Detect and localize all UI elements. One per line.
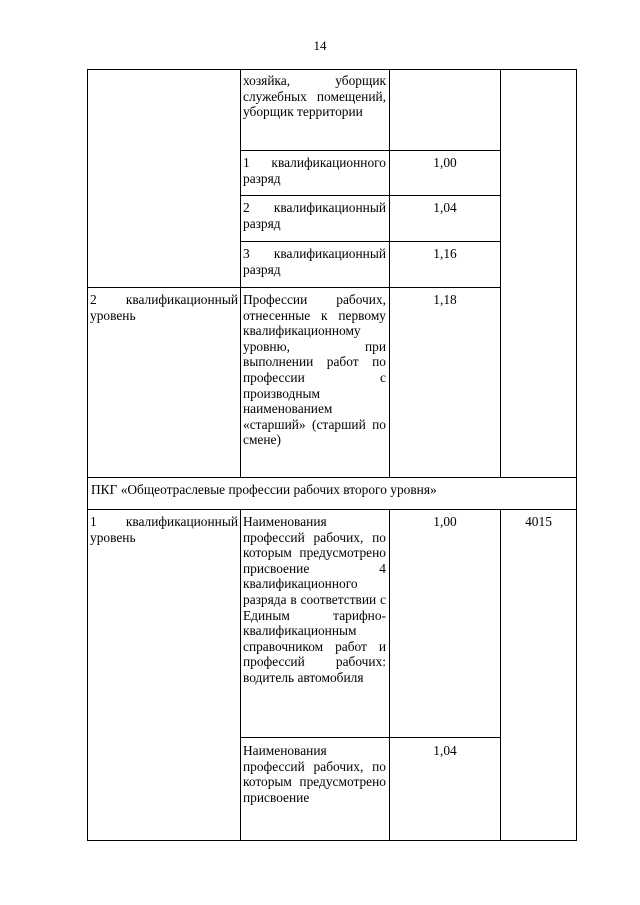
table-border-right: [576, 69, 577, 841]
salary-cell: 4015: [525, 514, 552, 529]
column-divider: [500, 509, 501, 841]
coefficient-cell: 1,04: [433, 200, 457, 215]
row-divider: [240, 737, 500, 738]
row-divider: [87, 509, 577, 510]
row-divider: [87, 477, 577, 478]
column-divider: [389, 69, 390, 477]
row-divider: [240, 241, 500, 242]
profession-cell: 1 квалификационного разряд: [243, 155, 386, 186]
coefficient-cell: 1,00: [433, 155, 457, 170]
row-divider: [240, 195, 500, 196]
group-header-cell: ПКГ «Общеотраслевые профессии рабочих второго уровня»: [91, 482, 437, 497]
table-border-left: [87, 69, 88, 841]
table-border-top: [87, 69, 577, 70]
column-divider: [240, 509, 241, 841]
profession-cell: хозяйка, уборщик служебных помещений, уборщик территории: [243, 73, 386, 120]
profession-cell: 2 квалификационный разряд: [243, 200, 386, 231]
coefficient-cell: 1,18: [433, 292, 457, 307]
profession-cell: Профессии рабочих, отнесенные к первому квалификационному уровню, при выполнении работ по профессии с производным наименованием «старший» (старший по смене): [243, 292, 386, 448]
coefficient-cell: 1,16: [433, 246, 457, 261]
professional-group-table: [87, 69, 577, 841]
row-divider: [87, 287, 500, 288]
profession-cell: Наименования профессий рабочих, по которым предусмотрено присвоение: [243, 743, 386, 805]
level-cell: 2 квалификационный уровень: [90, 292, 238, 323]
table-border-bottom: [87, 840, 577, 841]
level-cell: 1 квалификационный уровень: [90, 514, 238, 545]
coefficient-cell: 1,04: [433, 743, 457, 758]
coefficient-cell: 1,00: [433, 514, 457, 529]
profession-cell: 3 квалификационный разряд: [243, 246, 386, 277]
profession-cell: Наименования профессий рабочих, по которым предусмотрено присвоение 4 квалификационного разряда в соответствии с Единым тарифно-квалификационным справочником работ и профессий рабочих: водитель автомобиля: [243, 514, 386, 685]
row-divider: [240, 150, 500, 151]
column-divider: [240, 69, 241, 477]
column-divider: [500, 69, 501, 477]
column-divider: [389, 509, 390, 841]
page-number: 14: [313, 38, 327, 53]
